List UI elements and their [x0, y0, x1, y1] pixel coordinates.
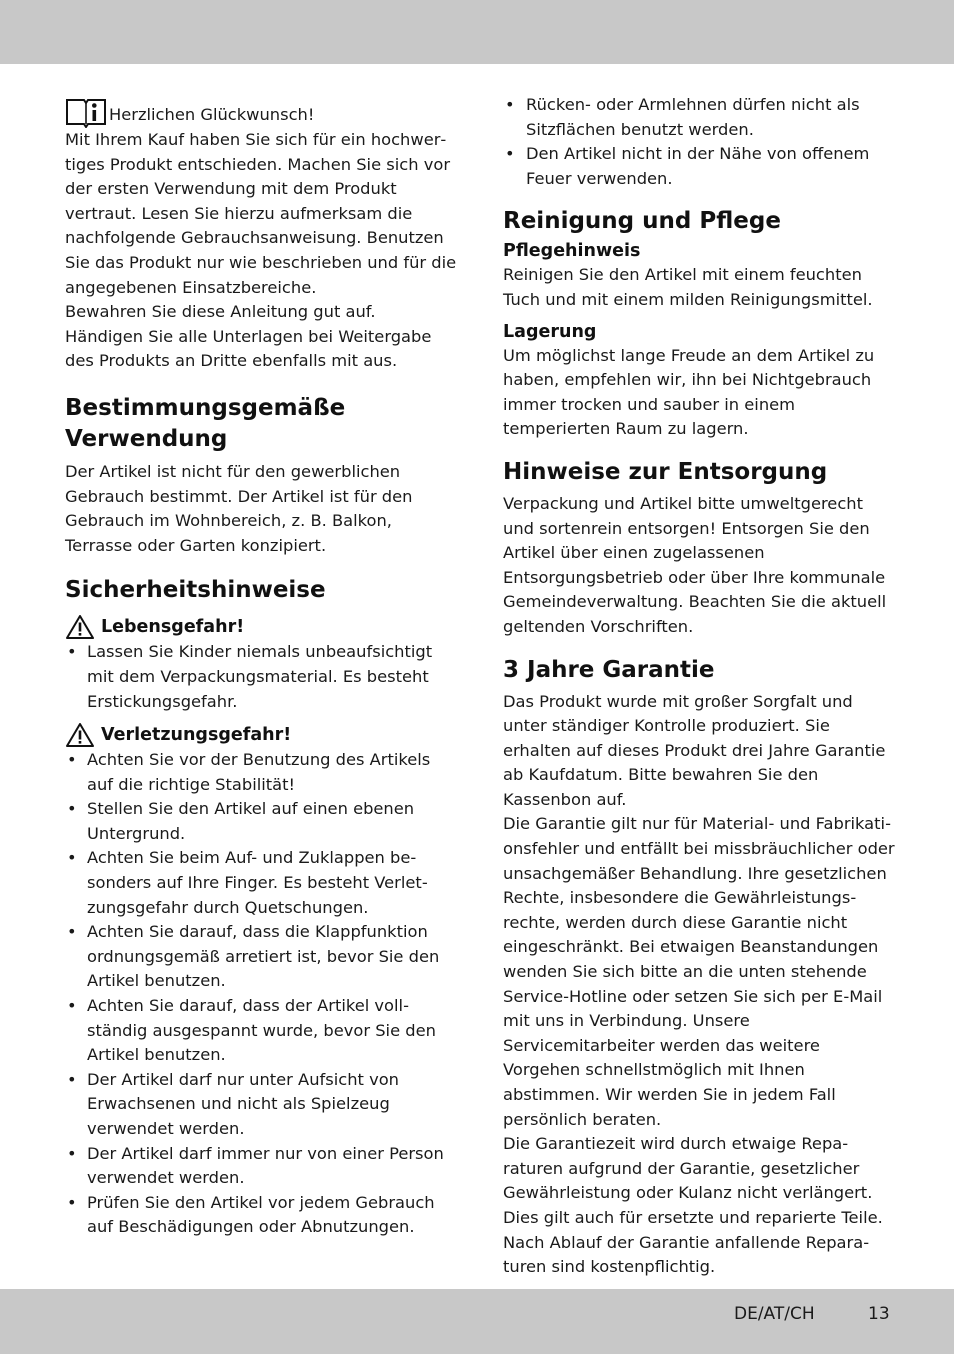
list-item: • Den Artikel nicht in der Nähe von offenem Feuer verwenden. [503, 142, 898, 191]
intro-paragraph-1: Mit Ihrem Kauf haben Sie sich für ein hochwertiges Produkt entschieden. Machen Sie sich vor der ersten Verwendung mit dem Produkt vertraut. Lesen Sie hierzu aufmerksam die nachfolgende Gebrauchsanweisung. Benutzen Sie das Produkt nur wie beschrieben und für die angegebenen Einsatzbereiche. [65, 130, 457, 297]
list-item: • Lassen Sie Kinder niemals unbeaufsichtigt mit dem Verpackungsmaterial. Es besteht Erstickungsgefahr. [65, 640, 457, 714]
left-column [65, 96, 457, 1240]
warranty-paragraph-3: Die Garantiezeit wird durch etwaige Reparaturen aufgrund der Garantie, gesetzlicher Gewährleistung oder Kulanz nicht verlängert. Dies gilt auch für ersetzte und reparierte Teile. Nach Ablauf der Garantie anfallende Reparaturen sind kostenpflichtig. [503, 1134, 883, 1277]
right-column [503, 93, 898, 1280]
care-heading: Reinigung und Pflege [503, 208, 781, 235]
book-info-icon [65, 96, 107, 128]
disposal-heading: Hinweise zur Entsorgung [503, 458, 828, 485]
list-item: • Stellen Sie den Artikel auf einen ebenen Untergrund. [65, 797, 457, 846]
safety-list-continued [503, 93, 898, 191]
care-text: Reinigen Sie den Artikel mit einem feuchten Tuch und mit einem milden Reinigungsmittel. [503, 265, 873, 309]
greeting-text: Herzlichen Glückwunsch! [109, 105, 315, 125]
storage-text: Um möglichst lange Freude an dem Artikel zu haben, empfehlen wir, ihn bei Nichtgebrauch immer trocken und sauber in einem temperierten Raum zu lagern. [503, 345, 875, 439]
safety-heading: Sicherheitshinweise [65, 577, 326, 604]
warranty-paragraph-1: Das Produkt wurde mit großer Sorgfalt und unter ständiger Kontrolle produziert. Sie erhalten auf dieses Produkt drei Jahre Garantie ab Kaufdatum. Bitte bewahren Sie den Kassenbon auf. [503, 691, 886, 809]
list-item: • Der Artikel darf nur unter Aufsicht von Erwachsenen und nicht als Spielzeug verwendet werden. [65, 1068, 457, 1142]
warranty-paragraph-2: Die Garantie gilt nur für Material- und Fabrikationsfehler und entfällt bei missbräuchlicher oder unsachgemäßer Behandlung. Ihre gesetzlichen Rechte, insbesondere die Gewährleistungsrechte, werden durch diese Garantie nicht eingeschränkt. Bei etwaigen Beanstandungen wenden Sie sich bitte an die unten stehende Service-Hotline oder setzen Sie sich per E-Mail mit uns in Verbindung. Unsere Servicemitarbeiter werden das weitere Vorgehen schnellstmöglich mit Ihnen abstimmen. Wir werden Sie in jedem Fall persönlich beraten. [503, 814, 895, 1129]
injury-heading-row [65, 722, 457, 748]
storage-subheading: Lagerung [503, 321, 597, 342]
warning-triangle-icon [65, 614, 95, 640]
intro-greeting-line [65, 96, 457, 128]
intended-use-text: Der Artikel ist nicht für den gewerblichen Gebrauch bestimmt. Der Artikel ist für den Gebrauch im Wohnbereich, z. B. Balkon, Terrasse oder Garten konzipiert. [65, 461, 413, 555]
list-item: • Achten Sie darauf, dass der Artikel vollständig ausgespannt wurde, bevor Sie den Artikel benutzen. [65, 994, 457, 1068]
injury-heading: Verletzungsgefahr! [101, 725, 292, 746]
warning-triangle-icon [65, 722, 95, 748]
warranty-heading: 3 Jahre Garantie [503, 656, 715, 683]
list-item: • Rücken- oder Armlehnen dürfen nicht als Sitzflächen benutzt werden. [503, 93, 898, 142]
disposal-text: Verpackung und Artikel bitte umweltgerecht und sortenrein entsorgen! Entsorgen Sie den Artikel über einen zugelassenen Entsorgungsbetrieb oder über Ihre kommunale Gemeindeverwaltung. Beachten Sie die aktuell geltenden Vorschriften. [503, 493, 887, 636]
list-item: • Achten Sie darauf, dass die Klappfunktion ordnungsgemäß arretiert ist, bevor Sie den Artikel benutzen. [65, 920, 457, 994]
danger-heading-row [65, 614, 457, 640]
care-subheading: Pflegehinweis [503, 241, 641, 262]
danger-heading: Lebensgefahr! [101, 617, 245, 638]
intro-paragraph-2: Bewahren Sie diese Anleitung gut auf. Händigen Sie alle Unterlagen bei Weitergabe des Produkts an Dritte ebenfalls mit aus. [65, 302, 432, 371]
list-item: • Der Artikel darf immer nur von einer Person verwendet werden. [65, 1142, 457, 1191]
list-item: • Achten Sie vor der Benutzung des Artikels auf die richtige Stabilität! [65, 748, 457, 797]
intended-use-heading: Bestimmungsgemäße Verwendung [65, 394, 346, 452]
page-number: 13 [868, 1304, 890, 1324]
injury-list [65, 748, 457, 1240]
list-item: • Achten Sie beim Auf- und Zuklappen besonders auf Ihre Finger. Es besteht Verletzungsgefahr durch Quetschungen. [65, 846, 457, 920]
header-band [0, 0, 954, 64]
footer-region: DE/AT/CH [734, 1304, 815, 1324]
danger-list [65, 640, 457, 714]
list-item: • Prüfen Sie den Artikel vor jedem Gebrauch auf Beschädigungen oder Abnutzungen. [65, 1191, 457, 1240]
